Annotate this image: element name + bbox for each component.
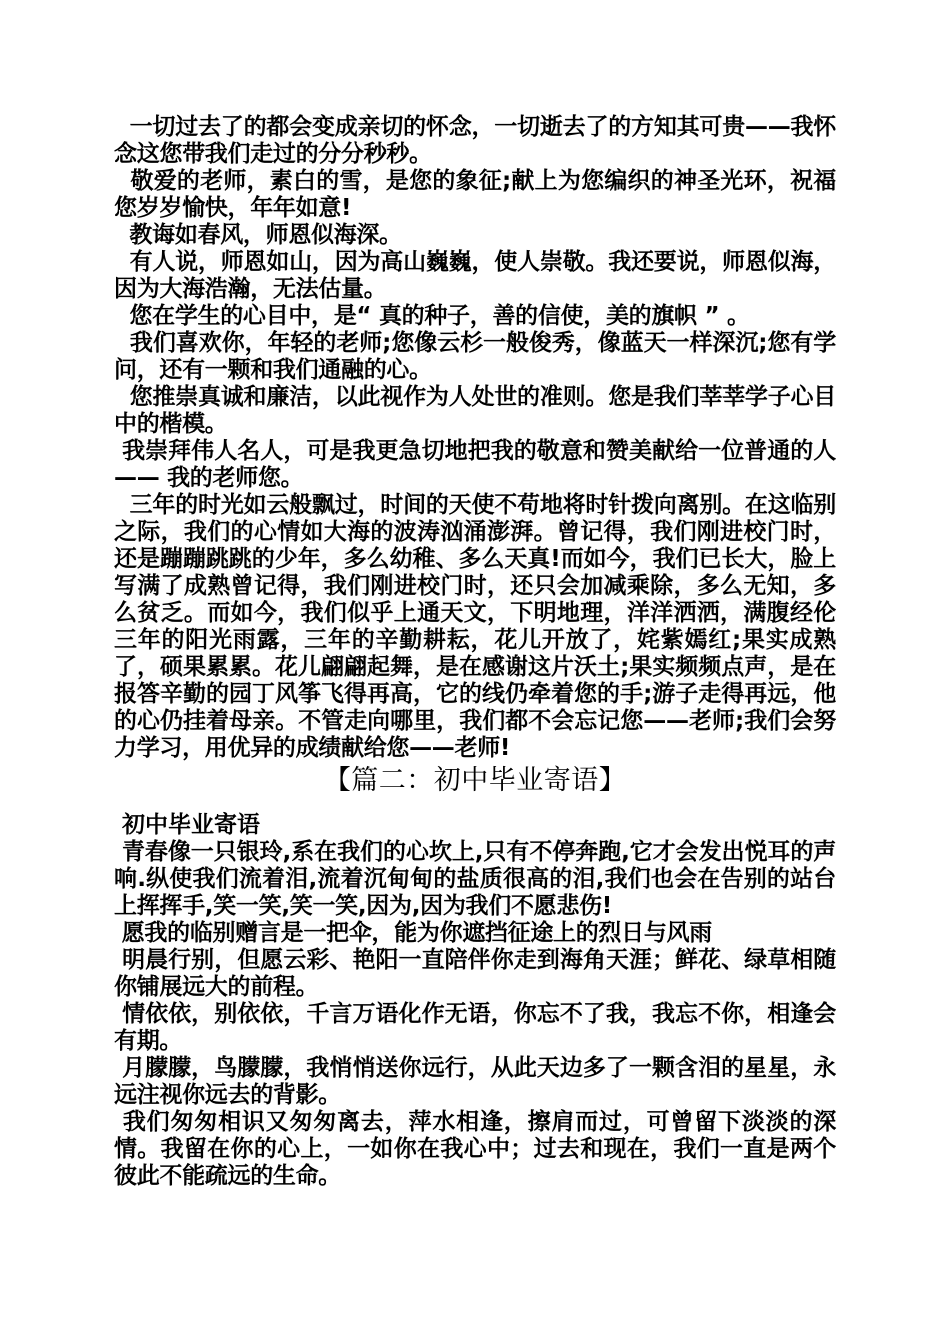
paragraph: 愿我的临别赠言是一把伞，能为你遮挡征途上的烈日与风雨 <box>114 920 712 946</box>
document-page <box>114 114 844 1190</box>
paragraph: 我崇拜伟人名人，可是我更急切地把我的敬意和赞美献给一位普通的人 —— 我的老师您。 <box>114 438 844 491</box>
part2 <box>114 812 836 1190</box>
sub-title: 初中毕业寄语 <box>114 812 261 838</box>
paragraph: 有人说，师恩如山，因为高山巍巍，使人崇敬。我还要说，师恩似海，因为大海浩瀚，无法估量。 <box>114 249 837 302</box>
paragraph: 青春像一只银玲,系在我们的心坎上,只有不停奔跑,它才会发出悦耳的声响.纵使我们流着泪,流着沉甸甸的盐质很高的泪,我们也会在告别的站台上挥挥手,笑一笑,笑一笑,因为,因为我们不愿悲伤! <box>114 839 836 919</box>
paragraph: 您推崇真诚和廉洁，以此视作为人处世的准则。您是我们莘莘学子心目中的楷模。 <box>114 384 837 437</box>
paragraph: 教诲如春风，师恩似海深。 <box>114 222 402 248</box>
section-title: 【篇二：初中毕业寄语】 <box>323 765 627 796</box>
paragraph: 我们喜欢你，年轻的老师;您像云杉一般俊秀，像蓝天一样深沉;您有学问，还有一颗和我们通融的心。 <box>114 330 836 383</box>
paragraph: 明晨行别，但愿云彩、艳阳一直陪伴你走到海角天涯；鲜花、绿草相随你铺展远大的前程。 <box>114 947 836 1000</box>
paragraph: 三年的时光如云般飘过，时间的天使不苟地将时针拨向离别。在这临别之际，我们的心情如大海的波涛汹涌澎湃。曾记得，我们刚进校门时，还是蹦蹦跳跳的少年，多么幼稚、多么天真!而如今，我们已长大，脸上写满了成熟曾记得，我们刚进校门时，还只会加减乘除，多么无知，多么贫乏。而如今，我们似乎上通天文，下明地理，洋洋洒洒，满腹经伦三年的阳光雨露，三年的辛勤耕耘，花儿开放了，姹紫嫣红;果实成熟了，硕果累累。花儿翩翩起舞，是在感谢这片沃土;果实频频点声，是在报答辛勤的园丁风筝飞得再高，它的线仍牵着您的手;游子走得再远，他的心仍挂着母亲。不管走向哪里，我们都不会忘记您——老师;我们会努力学习，用优异的成绩献给您——老师! <box>114 492 837 761</box>
paragraph: 一切过去了的都会变成亲切的怀念，一切逝去了的方知其可贵——我怀念这您带我们走过的分分秒秒。 <box>114 114 836 167</box>
paragraph: 您在学生的心目中，是“ 真的种子，善的信使，美的旗帜 ” 。 <box>114 303 750 329</box>
paragraph: 敬爱的老师，素白的雪，是您的象征;献上为您编织的神圣光环，祝福您岁岁愉快，年年如意! <box>114 168 836 221</box>
paragraph: 月朦朦，鸟朦朦，我悄悄送你远行，从此天边多了一颗含泪的星星，永远注视你远去的背影。 <box>114 1055 836 1108</box>
paragraph: 情依依，别依依，千言万语化作无语，你忘不了我，我忘不你，相逢会有期。 <box>114 1001 836 1054</box>
paragraph: 我们匆匆相识又匆匆离去，萍水相逢，擦肩而过，可曾留下淡淡的深情。我留在你的心上，一如你在我心中；过去和现在，我们一直是两个彼此不能疏远的生命。 <box>114 1109 836 1189</box>
part1 <box>114 114 844 762</box>
